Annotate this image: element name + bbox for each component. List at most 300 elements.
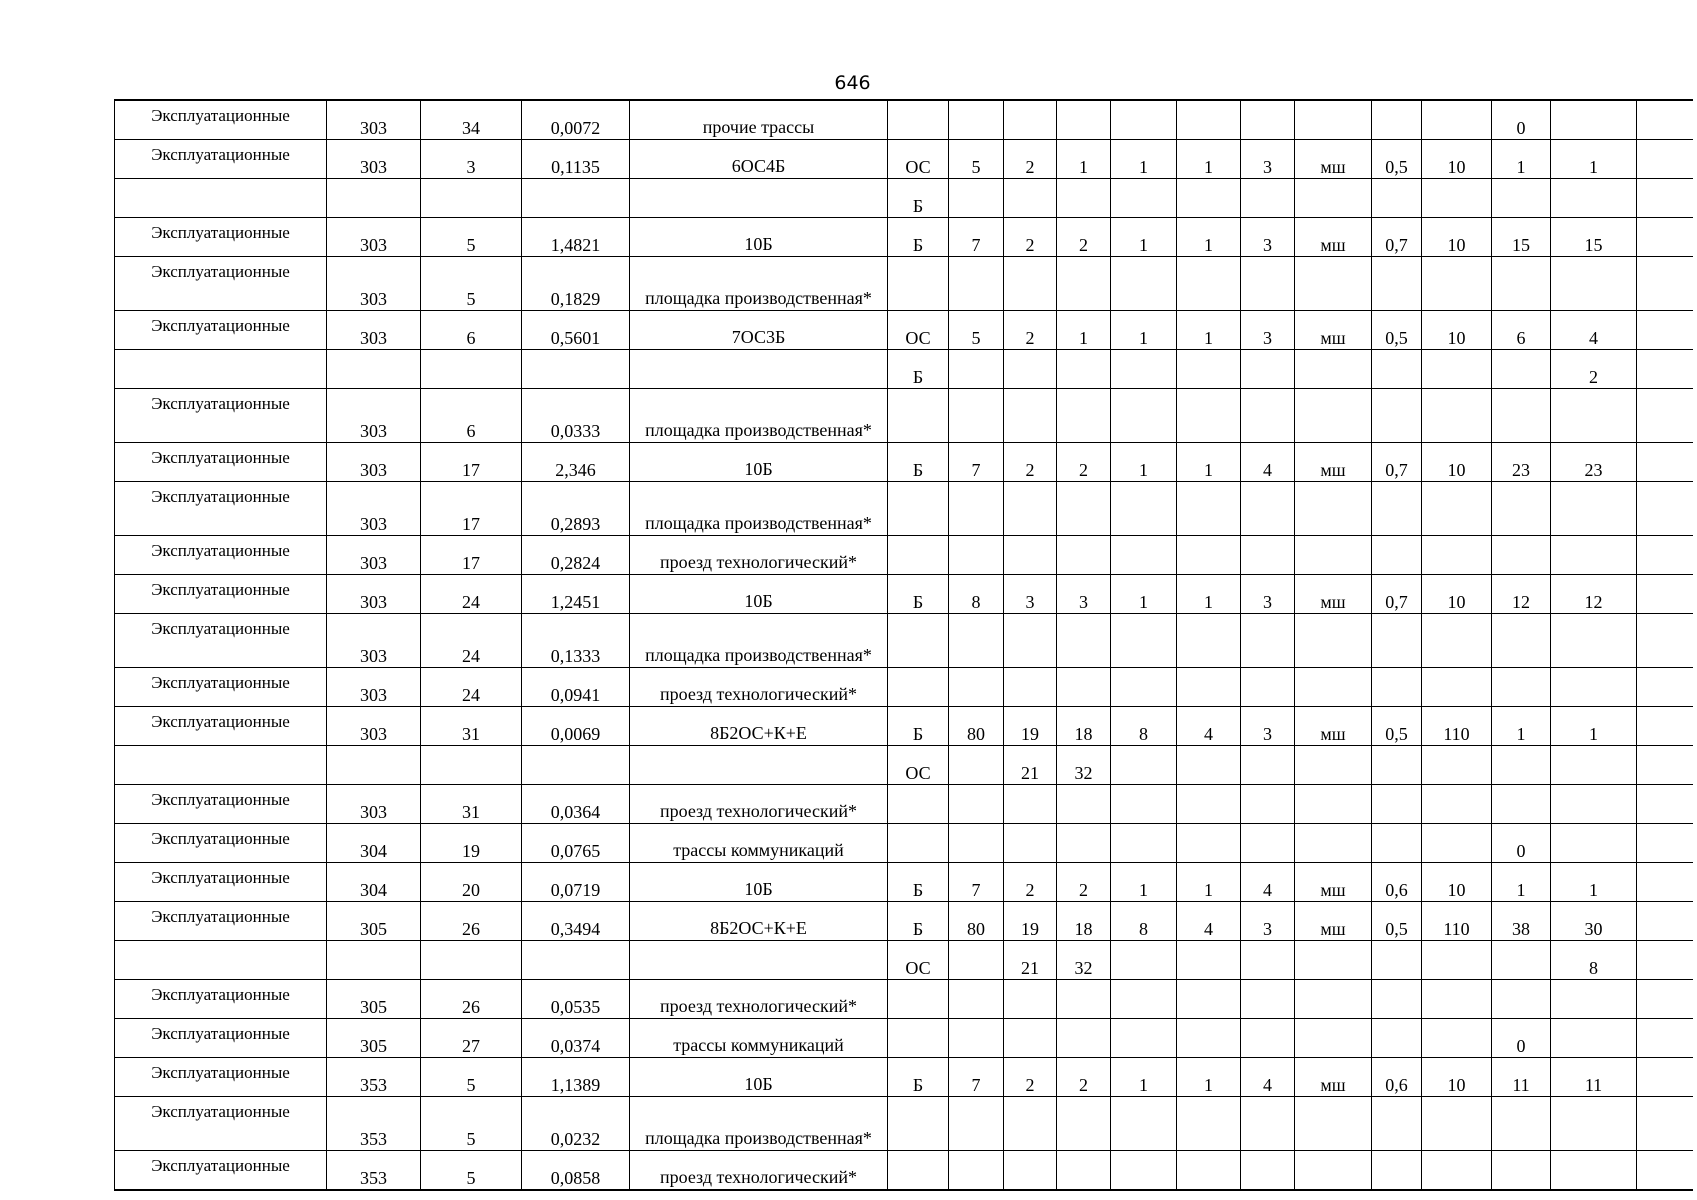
cell-quarter: 353 <box>327 1097 421 1151</box>
cell-share <box>949 179 1004 218</box>
cell-density: 0,6 <box>1372 863 1422 902</box>
cell-share <box>949 824 1004 863</box>
cell-share <box>949 1151 1004 1191</box>
cell-purpose: площадка производственная* <box>630 389 888 443</box>
cell-stock-total: 38 <box>1492 902 1551 941</box>
cell-stock-per-ha <box>1422 785 1492 824</box>
cell-stock-per-ha <box>1422 614 1492 668</box>
cell-class <box>1177 350 1241 389</box>
cell-bonitet <box>1241 614 1295 668</box>
cell-stock-per-ha: 10 <box>1422 218 1492 257</box>
cell-section: 3 <box>421 140 522 179</box>
cell-quarter <box>327 941 421 980</box>
cell-density: 0,5 <box>1372 311 1422 350</box>
table-row <box>115 257 1693 311</box>
table-row <box>115 668 1693 707</box>
cell-height <box>1057 257 1111 311</box>
cell-area: 1,4821 <box>522 218 630 257</box>
table-row <box>115 443 1693 482</box>
cell-stock-total <box>1492 482 1551 536</box>
cell-purpose: 8Б2ОС+К+Е <box>630 707 888 746</box>
cell-stock-total <box>1492 980 1551 1019</box>
cell-soil <box>1295 100 1372 140</box>
cell-area: 0,0069 <box>522 707 630 746</box>
cell-height <box>1057 179 1111 218</box>
cell-purpose: 8Б2ОС+К+Е <box>630 902 888 941</box>
cell-age: 2 <box>1004 1058 1057 1097</box>
cell-age <box>1004 179 1057 218</box>
cell-class: 1 <box>1177 140 1241 179</box>
cell-diameter <box>1111 614 1177 668</box>
cell-age: 21 <box>1004 941 1057 980</box>
cell-soil <box>1295 980 1372 1019</box>
cell-soil: мш <box>1295 707 1372 746</box>
cell-stock-per-ha <box>1422 941 1492 980</box>
table-row <box>115 350 1693 389</box>
cell-diameter <box>1111 100 1177 140</box>
cell-extra <box>1637 536 1693 575</box>
cell-area: 0,1829 <box>522 257 630 311</box>
cell-height <box>1057 785 1111 824</box>
cell-age <box>1004 1151 1057 1191</box>
cell-stock-per-ha <box>1422 824 1492 863</box>
cell-stock-per-ha <box>1422 536 1492 575</box>
cell-category: Эксплуатационные <box>115 536 327 575</box>
cell-extra <box>1637 668 1693 707</box>
cell-density <box>1372 350 1422 389</box>
cell-stock-total: 0 <box>1492 1019 1551 1058</box>
cell-stock-total: 1 <box>1492 863 1551 902</box>
cell-purpose: площадка производственная* <box>630 614 888 668</box>
cell-bonitet <box>1241 668 1295 707</box>
cell-class <box>1177 257 1241 311</box>
cell-age <box>1004 536 1057 575</box>
cell-age <box>1004 824 1057 863</box>
cell-purpose: трассы коммуникаций <box>630 824 888 863</box>
cell-stock-element <box>1551 668 1637 707</box>
cell-diameter: 1 <box>1111 443 1177 482</box>
cell-quarter: 303 <box>327 707 421 746</box>
cell-stock-element <box>1551 1151 1637 1191</box>
cell-area: 0,2893 <box>522 482 630 536</box>
cell-section: 24 <box>421 575 522 614</box>
cell-stock-element <box>1551 785 1637 824</box>
cell-share: 7 <box>949 218 1004 257</box>
cell-density <box>1372 536 1422 575</box>
cell-quarter: 303 <box>327 257 421 311</box>
cell-category: Эксплуатационные <box>115 1097 327 1151</box>
cell-bonitet <box>1241 257 1295 311</box>
cell-stock-per-ha <box>1422 350 1492 389</box>
cell-purpose: проезд технологический* <box>630 980 888 1019</box>
cell-stock-per-ha: 10 <box>1422 575 1492 614</box>
cell-stock-element: 2 <box>1551 350 1637 389</box>
cell-quarter: 305 <box>327 980 421 1019</box>
cell-area: 0,0719 <box>522 863 630 902</box>
cell-bonitet: 3 <box>1241 140 1295 179</box>
table-row <box>115 575 1693 614</box>
cell-height <box>1057 389 1111 443</box>
cell-quarter: 303 <box>327 389 421 443</box>
cell-stock-element <box>1551 746 1637 785</box>
cell-quarter: 353 <box>327 1151 421 1191</box>
cell-stock-element: 23 <box>1551 443 1637 482</box>
cell-soil <box>1295 179 1372 218</box>
cell-section: 5 <box>421 1097 522 1151</box>
cell-diameter: 1 <box>1111 311 1177 350</box>
table-row <box>115 785 1693 824</box>
cell-extra <box>1637 614 1693 668</box>
table-row <box>115 536 1693 575</box>
cell-section: 20 <box>421 863 522 902</box>
cell-stock-per-ha <box>1422 668 1492 707</box>
cell-area: 0,3494 <box>522 902 630 941</box>
cell-purpose: проезд технологический* <box>630 785 888 824</box>
cell-diameter <box>1111 482 1177 536</box>
cell-purpose <box>630 941 888 980</box>
table-row <box>115 389 1693 443</box>
table-row <box>115 218 1693 257</box>
cell-extra <box>1637 443 1693 482</box>
cell-category: Эксплуатационные <box>115 1019 327 1058</box>
cell-class: 1 <box>1177 575 1241 614</box>
cell-purpose <box>630 179 888 218</box>
cell-share: 8 <box>949 575 1004 614</box>
cell-diameter <box>1111 668 1177 707</box>
cell-soil: мш <box>1295 902 1372 941</box>
cell-section: 5 <box>421 1151 522 1191</box>
cell-share <box>949 100 1004 140</box>
table-row <box>115 311 1693 350</box>
table-row <box>115 902 1693 941</box>
cell-class: 1 <box>1177 863 1241 902</box>
cell-quarter: 303 <box>327 218 421 257</box>
cell-species-element: Б <box>888 1058 949 1097</box>
cell-height <box>1057 1151 1111 1191</box>
cell-area <box>522 746 630 785</box>
table-row <box>115 1019 1693 1058</box>
cell-stock-total <box>1492 668 1551 707</box>
cell-category <box>115 746 327 785</box>
table-row <box>115 1097 1693 1151</box>
cell-class <box>1177 1151 1241 1191</box>
cell-category: Эксплуатационные <box>115 575 327 614</box>
cell-density: 0,5 <box>1372 140 1422 179</box>
cell-height <box>1057 536 1111 575</box>
cell-quarter: 303 <box>327 482 421 536</box>
cell-extra <box>1637 389 1693 443</box>
cell-class <box>1177 746 1241 785</box>
cell-share: 5 <box>949 140 1004 179</box>
cell-class <box>1177 536 1241 575</box>
cell-section: 17 <box>421 536 522 575</box>
cell-share <box>949 1097 1004 1151</box>
cell-stock-total <box>1492 179 1551 218</box>
cell-share <box>949 746 1004 785</box>
cell-age <box>1004 785 1057 824</box>
cell-purpose: 7ОС3Б <box>630 311 888 350</box>
cell-class: 1 <box>1177 443 1241 482</box>
cell-section <box>421 350 522 389</box>
cell-soil <box>1295 1151 1372 1191</box>
cell-age: 21 <box>1004 746 1057 785</box>
cell-diameter: 8 <box>1111 707 1177 746</box>
cell-category: Эксплуатационные <box>115 980 327 1019</box>
cell-species-element: Б <box>888 179 949 218</box>
table-row <box>115 980 1693 1019</box>
cell-share: 7 <box>949 863 1004 902</box>
cell-stock-per-ha: 10 <box>1422 1058 1492 1097</box>
cell-quarter: 303 <box>327 536 421 575</box>
cell-stock-total: 1 <box>1492 140 1551 179</box>
cell-category: Эксплуатационные <box>115 100 327 140</box>
cell-quarter: 304 <box>327 863 421 902</box>
cell-stock-per-ha <box>1422 1097 1492 1151</box>
cell-stock-per-ha: 10 <box>1422 311 1492 350</box>
cell-area <box>522 179 630 218</box>
cell-height: 2 <box>1057 1058 1111 1097</box>
cell-soil <box>1295 536 1372 575</box>
cell-section: 24 <box>421 668 522 707</box>
cell-soil <box>1295 746 1372 785</box>
table-row <box>115 746 1693 785</box>
cell-soil <box>1295 614 1372 668</box>
cell-soil <box>1295 389 1372 443</box>
cell-species-element <box>888 482 949 536</box>
cell-category: Эксплуатационные <box>115 824 327 863</box>
cell-stock-element: 1 <box>1551 707 1637 746</box>
cell-stock-per-ha <box>1422 100 1492 140</box>
cell-quarter <box>327 350 421 389</box>
cell-share <box>949 350 1004 389</box>
cell-area: 0,0333 <box>522 389 630 443</box>
cell-bonitet: 4 <box>1241 1058 1295 1097</box>
cell-bonitet <box>1241 179 1295 218</box>
cell-category: Эксплуатационные <box>115 785 327 824</box>
cell-age: 2 <box>1004 443 1057 482</box>
cell-share: 7 <box>949 1058 1004 1097</box>
cell-height <box>1057 668 1111 707</box>
cell-category <box>115 350 327 389</box>
cell-stock-per-ha <box>1422 1019 1492 1058</box>
cell-height: 1 <box>1057 140 1111 179</box>
cell-quarter: 305 <box>327 902 421 941</box>
cell-stock-per-ha: 110 <box>1422 707 1492 746</box>
cell-bonitet: 3 <box>1241 311 1295 350</box>
cell-soil <box>1295 1019 1372 1058</box>
cell-section: 17 <box>421 443 522 482</box>
cell-area: 1,2451 <box>522 575 630 614</box>
cell-diameter <box>1111 1151 1177 1191</box>
cell-density: 0,7 <box>1372 443 1422 482</box>
cell-stock-total: 1 <box>1492 707 1551 746</box>
cell-density <box>1372 614 1422 668</box>
cell-diameter <box>1111 746 1177 785</box>
cell-bonitet <box>1241 1097 1295 1151</box>
cell-stock-total <box>1492 536 1551 575</box>
cell-diameter <box>1111 980 1177 1019</box>
cell-stock-total: 15 <box>1492 218 1551 257</box>
cell-category: Эксплуатационные <box>115 863 327 902</box>
cell-age: 2 <box>1004 140 1057 179</box>
cell-diameter: 1 <box>1111 575 1177 614</box>
cell-density: 0,7 <box>1372 575 1422 614</box>
cell-diameter <box>1111 257 1177 311</box>
table-row <box>115 100 1693 140</box>
cell-age: 2 <box>1004 863 1057 902</box>
cell-soil <box>1295 668 1372 707</box>
cell-age <box>1004 614 1057 668</box>
cell-share <box>949 482 1004 536</box>
cell-share <box>949 668 1004 707</box>
cell-purpose <box>630 350 888 389</box>
cell-soil <box>1295 350 1372 389</box>
cell-age <box>1004 100 1057 140</box>
cell-species-element <box>888 614 949 668</box>
cell-stock-element <box>1551 100 1637 140</box>
cell-purpose: площадка производственная* <box>630 1097 888 1151</box>
cell-species-element: Б <box>888 902 949 941</box>
cell-height: 3 <box>1057 575 1111 614</box>
cell-diameter: 1 <box>1111 140 1177 179</box>
cell-category <box>115 179 327 218</box>
cell-height <box>1057 350 1111 389</box>
cell-density <box>1372 746 1422 785</box>
cell-extra <box>1637 941 1693 980</box>
cell-density <box>1372 824 1422 863</box>
cell-stock-total <box>1492 746 1551 785</box>
cell-quarter <box>327 746 421 785</box>
cell-species-element: ОС <box>888 311 949 350</box>
cell-extra <box>1637 257 1693 311</box>
cell-class <box>1177 668 1241 707</box>
cell-species-element <box>888 1097 949 1151</box>
cell-species-element <box>888 668 949 707</box>
cell-section: 5 <box>421 218 522 257</box>
cell-bonitet <box>1241 1019 1295 1058</box>
cell-extra <box>1637 311 1693 350</box>
cell-extra <box>1637 1019 1693 1058</box>
cell-species-element <box>888 824 949 863</box>
table-row <box>115 863 1693 902</box>
cell-species-element: Б <box>888 707 949 746</box>
cell-extra <box>1637 179 1693 218</box>
cell-bonitet <box>1241 389 1295 443</box>
cell-area: 0,0858 <box>522 1151 630 1191</box>
cell-density: 0,5 <box>1372 707 1422 746</box>
cell-extra <box>1637 1097 1693 1151</box>
page-number: 646 <box>834 72 871 94</box>
cell-bonitet <box>1241 482 1295 536</box>
cell-section: 19 <box>421 824 522 863</box>
cell-stock-element: 8 <box>1551 941 1637 980</box>
table-row <box>115 179 1693 218</box>
cell-soil: мш <box>1295 575 1372 614</box>
cell-category: Эксплуатационные <box>115 482 327 536</box>
cell-purpose: проезд технологический* <box>630 668 888 707</box>
cell-area <box>522 941 630 980</box>
cell-stock-per-ha: 10 <box>1422 140 1492 179</box>
cell-height <box>1057 980 1111 1019</box>
table-row <box>115 614 1693 668</box>
cell-area: 1,1389 <box>522 1058 630 1097</box>
cell-height <box>1057 614 1111 668</box>
cell-share <box>949 785 1004 824</box>
cell-stock-total <box>1492 785 1551 824</box>
cell-quarter: 303 <box>327 443 421 482</box>
cell-stock-element: 30 <box>1551 902 1637 941</box>
cell-density <box>1372 980 1422 1019</box>
cell-class: 1 <box>1177 1058 1241 1097</box>
cell-height: 18 <box>1057 902 1111 941</box>
cell-section: 27 <box>421 1019 522 1058</box>
cell-density <box>1372 941 1422 980</box>
cell-quarter: 305 <box>327 1019 421 1058</box>
cell-diameter <box>1111 941 1177 980</box>
cell-class <box>1177 179 1241 218</box>
cell-diameter: 1 <box>1111 1058 1177 1097</box>
cell-share: 7 <box>949 443 1004 482</box>
cell-diameter: 1 <box>1111 863 1177 902</box>
table-row <box>115 482 1693 536</box>
cell-age <box>1004 668 1057 707</box>
cell-age: 19 <box>1004 902 1057 941</box>
cell-category: Эксплуатационные <box>115 668 327 707</box>
cell-age: 2 <box>1004 218 1057 257</box>
cell-stock-total: 23 <box>1492 443 1551 482</box>
cell-stock-total <box>1492 1097 1551 1151</box>
cell-species-element <box>888 1151 949 1191</box>
cell-class <box>1177 980 1241 1019</box>
cell-extra <box>1637 863 1693 902</box>
cell-density <box>1372 179 1422 218</box>
cell-stock-element <box>1551 824 1637 863</box>
cell-area: 0,0072 <box>522 100 630 140</box>
cell-height <box>1057 100 1111 140</box>
cell-quarter: 303 <box>327 614 421 668</box>
cell-density: 0,5 <box>1372 902 1422 941</box>
cell-diameter <box>1111 824 1177 863</box>
cell-stock-element <box>1551 482 1637 536</box>
cell-stock-total: 0 <box>1492 100 1551 140</box>
cell-area: 0,0374 <box>522 1019 630 1058</box>
cell-species-element: Б <box>888 575 949 614</box>
cell-section: 26 <box>421 902 522 941</box>
cell-section: 5 <box>421 1058 522 1097</box>
cell-quarter: 303 <box>327 140 421 179</box>
cell-share: 80 <box>949 707 1004 746</box>
cell-density <box>1372 785 1422 824</box>
cell-area: 0,1333 <box>522 614 630 668</box>
cell-age: 2 <box>1004 311 1057 350</box>
cell-class: 1 <box>1177 311 1241 350</box>
cell-density <box>1372 1097 1422 1151</box>
cell-age <box>1004 350 1057 389</box>
cell-density <box>1372 257 1422 311</box>
cell-stock-element <box>1551 1097 1637 1151</box>
cell-category: Эксплуатационные <box>115 443 327 482</box>
cell-quarter: 303 <box>327 311 421 350</box>
cell-extra <box>1637 1151 1693 1191</box>
cell-bonitet: 3 <box>1241 575 1295 614</box>
cell-area: 0,0941 <box>522 668 630 707</box>
cell-area: 0,0765 <box>522 824 630 863</box>
cell-height <box>1057 1097 1111 1151</box>
cell-stock-total <box>1492 257 1551 311</box>
cell-height: 2 <box>1057 218 1111 257</box>
cell-area: 0,1135 <box>522 140 630 179</box>
cell-species-element <box>888 785 949 824</box>
